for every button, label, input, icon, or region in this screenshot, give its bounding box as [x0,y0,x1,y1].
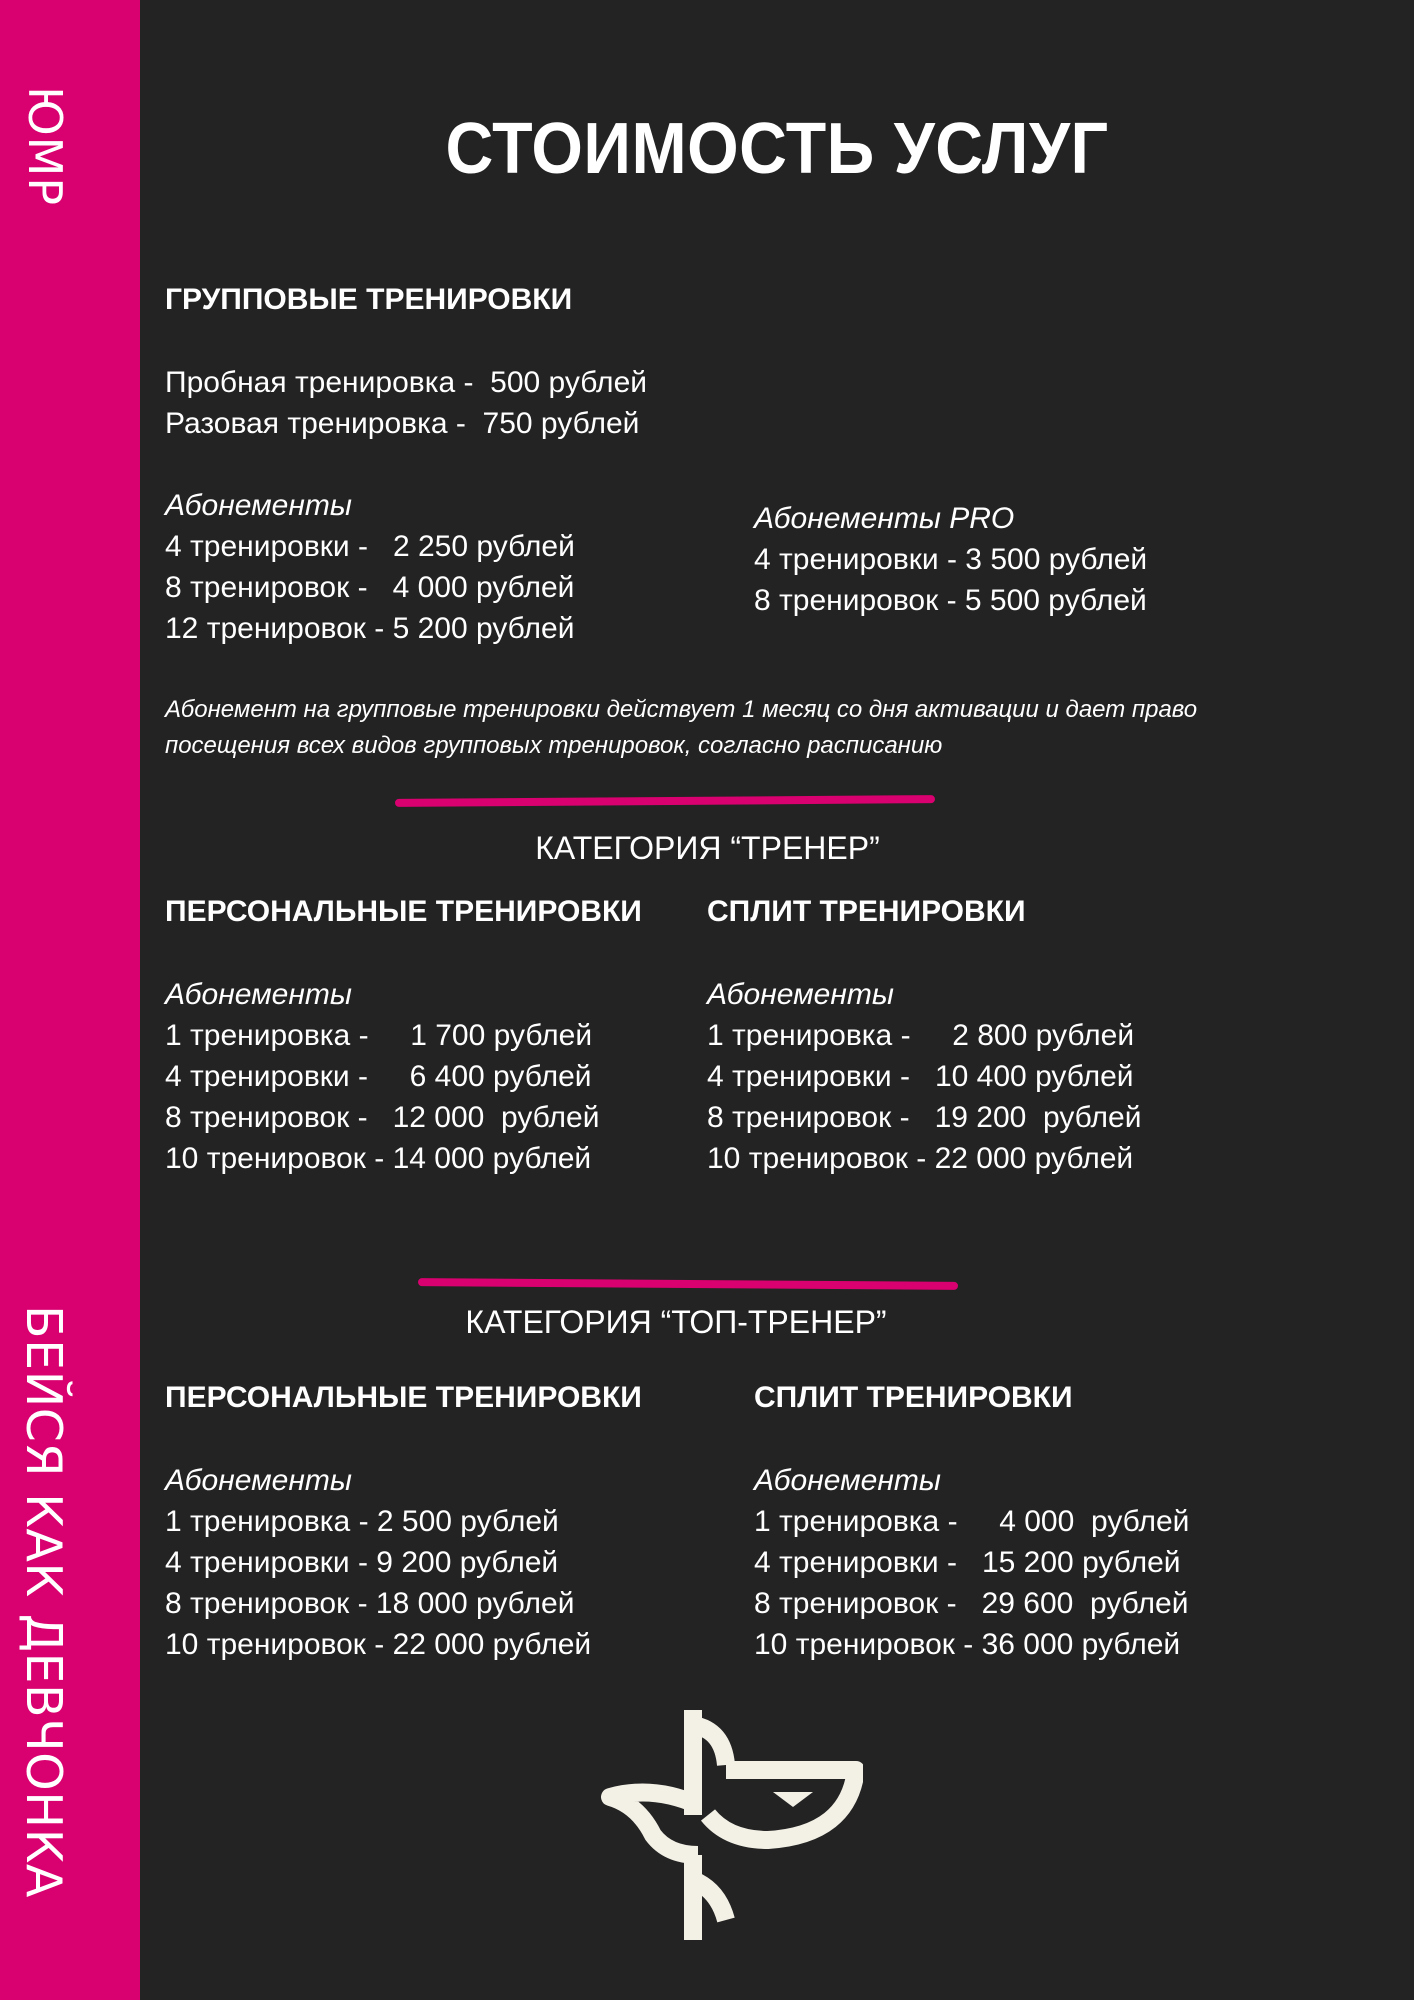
subs-label: Абонементы [165,978,352,1011]
group-single-prices [165,362,647,444]
sidebar [0,0,140,2000]
single-price: Разовая тренировка - 750 рублей [165,407,640,440]
price-line: 10 тренировок - 22 000 рублей [165,1628,592,1661]
price-line: 10 тренировок - 22 000 рублей [707,1142,1134,1175]
group-note [165,692,1197,764]
price-line: 4 тренировки - 6 400 рублей [165,1060,592,1093]
top-trainer-personal-prices [165,1460,591,1665]
category-top-trainer: КАТЕГОРИЯ “ТОП-ТРЕНЕР” [465,1304,887,1340]
sidebar-top-text: ЮМР [18,86,72,207]
group-subscriptions-pro [754,498,1147,621]
split-heading: СПЛИТ ТРЕНИРОВКИ [707,895,1026,928]
price-line: 1 тренировка - 4 000 рублей [754,1505,1190,1538]
personal-heading: ПЕРСОНАЛЬНЫЕ ТРЕНИРОВКИ [165,895,642,928]
top-trainer-split-prices [754,1460,1189,1665]
fighter-emblem-icon [598,1705,863,1945]
trainer-personal-prices [165,974,599,1179]
note-line: Абонемент на групповые тренировки действует 1 месяц со дня активации и дает право [165,696,1198,723]
price-line: 4 тренировки - 2 250 рублей [165,530,575,563]
price-line: 1 тренировка - 2 800 рублей [707,1019,1135,1052]
price-line: 8 тренировок - 4 000 рублей [165,571,575,604]
price-line: 4 тренировки - 9 200 рублей [165,1546,559,1579]
subs-label: Абонементы [707,978,894,1011]
price-line: 4 тренировки - 10 400 рублей [707,1060,1134,1093]
note-line: посещения всех видов групповых тренировок, согласно расписанию [165,732,943,759]
personal-heading: ПЕРСОНАЛЬНЫЕ ТРЕНИРОВКИ [165,1381,642,1414]
price-line: 1 тренировка - 1 700 рублей [165,1019,593,1052]
group-subscriptions [165,485,575,649]
price-line: 12 тренировок - 5 200 рублей [165,612,575,645]
price-line: 8 тренировок - 12 000 рублей [165,1101,600,1134]
brush-divider [395,795,935,807]
subs-label: Абонементы [165,489,352,522]
trial-price: Пробная тренировка - 500 рублей [165,366,648,399]
split-heading: СПЛИТ ТРЕНИРОВКИ [754,1381,1073,1414]
price-line: 1 тренировка - 2 500 рублей [165,1505,559,1538]
subs-label: Абонементы [165,1464,352,1497]
price-line: 8 тренировок - 19 200 рублей [707,1101,1142,1134]
trainer-split-prices [707,974,1141,1179]
price-line: 8 тренировок - 29 600 рублей [754,1587,1189,1620]
subs-pro-label: Абонементы PRO [754,502,1015,535]
subs-label: Абонементы [754,1464,941,1497]
price-line: 4 тренировки - 15 200 рублей [754,1546,1181,1579]
price-line: 10 тренировок - 14 000 рублей [165,1142,592,1175]
price-line: 8 тренировок - 18 000 рублей [165,1587,575,1620]
group-heading: ГРУППОВЫЕ ТРЕНИРОВКИ [165,283,573,316]
page-title: СТОИМОСТЬ УСЛУГ [445,109,1109,189]
brush-divider [418,1278,958,1290]
sidebar-slogan: БЕЙСЯ КАК ДЕВЧОНКА [15,1305,72,1898]
category-trainer: КАТЕГОРИЯ “ТРЕНЕР” [535,830,880,866]
price-line: 10 тренировок - 36 000 рублей [754,1628,1181,1661]
price-line: 8 тренировок - 5 500 рублей [754,584,1147,617]
price-line: 4 тренировки - 3 500 рублей [754,543,1148,576]
